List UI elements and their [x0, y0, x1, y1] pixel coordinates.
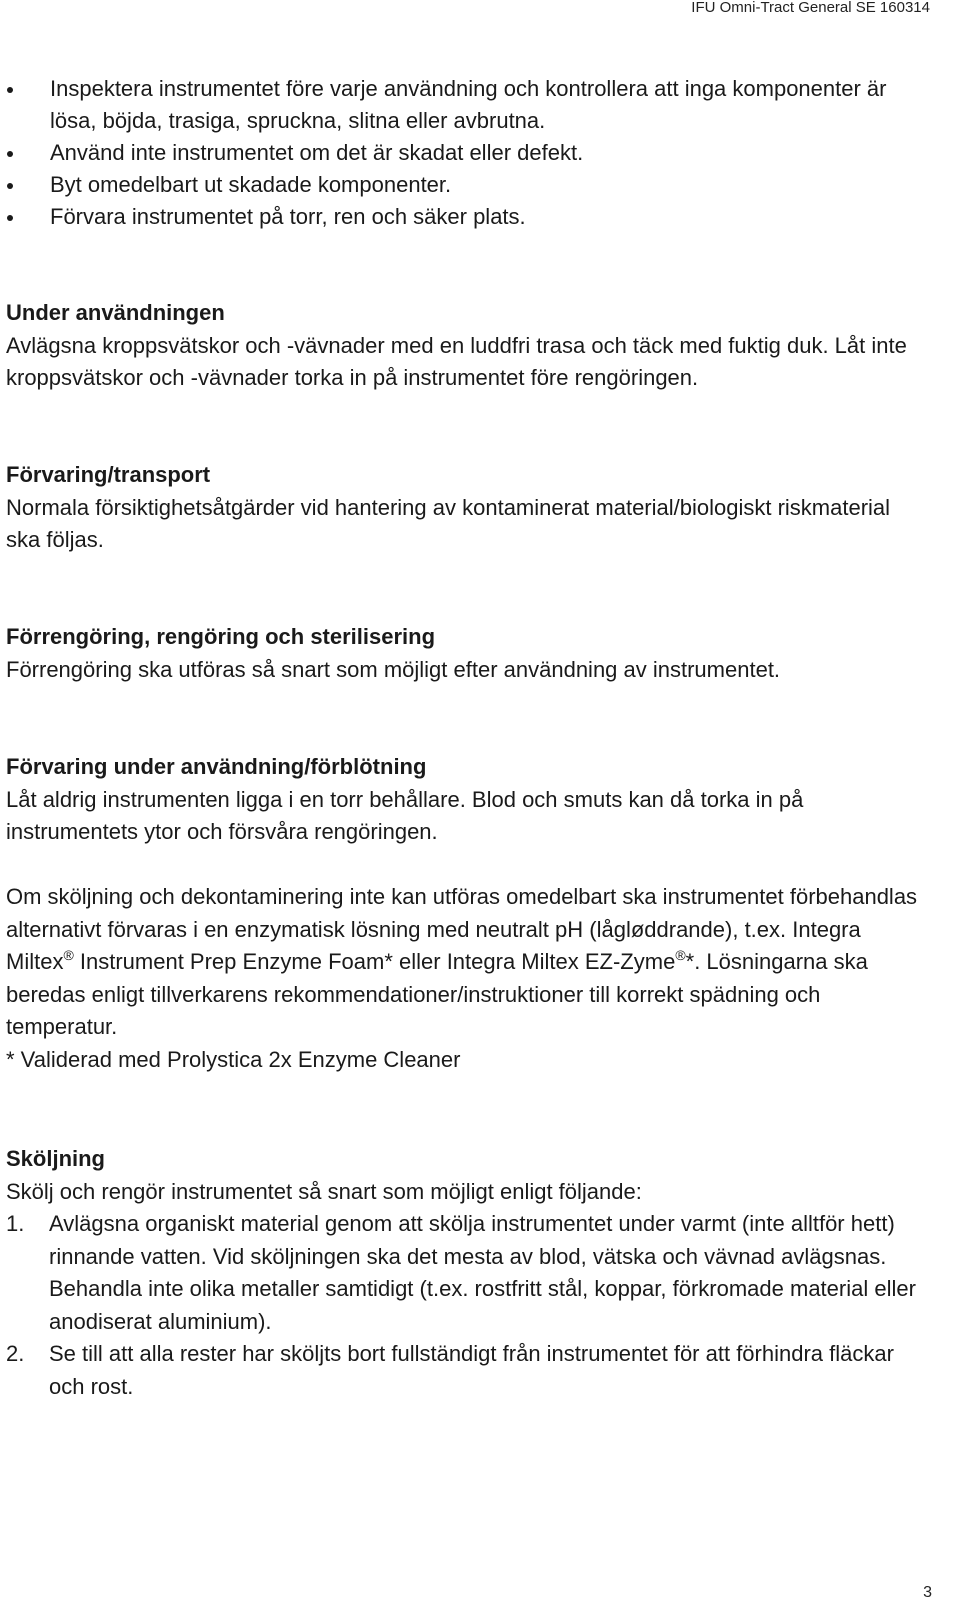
section-forrengoring — [6, 621, 926, 686]
section-under-anvandningen — [6, 297, 926, 395]
footnote-text: * Validerad med Prolystica 2x Enzyme Cleaner — [6, 1046, 461, 1072]
enzymatic-solution-paragraph — [6, 881, 926, 1044]
rinse-step — [6, 1208, 926, 1338]
section-heading: Förvaring/transport — [6, 462, 211, 487]
bullet-item: Förvara instrumentet på torr, ren och säker plats. — [0, 201, 930, 233]
registered-mark: ® — [675, 947, 686, 963]
step-text: Avlägsna organiskt material genom att skölja instrumentet under varmt (inte alltför hett) rinnande vatten. Vid sköljningen ska det mesta av blod, vätska och vävnad avlägsnas. Behandla inte olika metaller samtidigt (t.ex. rostfritt stål, koppar, förkromade material eller anodiserat aluminium). — [49, 1211, 916, 1334]
section-text: Normala försiktighetsåtgärder vid hantering av kontaminerat material/biologiskt riskmaterial ska följas. — [6, 494, 891, 552]
bullet-item: Byt omedelbart ut skadade komponenter. — [0, 169, 930, 201]
step-number: 2. — [6, 1341, 25, 1366]
step-text: Se till att alla rester har sköljts bort fullständigt från instrumentet för att förhindra fläckar och rost. — [49, 1341, 894, 1399]
rinse-step — [6, 1338, 926, 1403]
section-heading: Under användningen — [6, 300, 225, 325]
registered-mark: ® — [63, 947, 74, 963]
paragraph-text-part: Instrument Prep Enzyme Foam* eller Integra Miltex EZ-Zyme — [73, 949, 676, 974]
step-number: 1. — [6, 1211, 25, 1236]
section-text: Låt aldrig instrumenten ligga i en torr behållare. Blod och smuts kan då torka in på instrumentets ytor och försvåra rengöringen. — [6, 786, 804, 844]
section-heading: Sköljning — [6, 1146, 105, 1171]
section-heading: Förrengöring, rengöring och sterilisering — [6, 624, 436, 649]
section-intro: Skölj och rengör instrumentet så snart som möjligt enligt följande: — [6, 1178, 642, 1204]
rinse-step-list — [6, 1208, 926, 1403]
section-heading: Förvaring under användning/förblötning — [6, 754, 427, 779]
paragraph-text-part: *. Lösningarna ska beredas enligt tillverkarens rekommendationer/instruktioner till korrekt spädning och temperatur. — [6, 949, 868, 1039]
section-skoljning — [6, 1143, 926, 1403]
document-header-title: IFU Omni-Tract General SE 160314 — [691, 0, 930, 16]
section-text: Förrengöring ska utföras så snart som möjligt efter användning av instrumentet. — [6, 656, 781, 682]
section-enzymatic-solution — [6, 881, 926, 1076]
page-number: 3 — [923, 1584, 932, 1601]
paragraph-text-part: Om sköljning och dekontaminering inte kan utföras omedelbart ska instrumentet förbehandlas alternativt förvaras i en enzymatisk lösning med neutralt pH (lågløddrande), t.ex. Integra Miltex — [6, 884, 918, 974]
inspection-bullet-list — [0, 73, 930, 233]
section-text: Avlägsna kroppsvätskor och -vävnader med en luddfri trasa och täck med fuktig duk. Låt inte kroppsvätskor och -vävnader torka in på instrumentet före rengöringen. — [6, 332, 907, 390]
bullet-item: Använd inte instrumentet om det är skadat eller defekt. — [0, 137, 930, 169]
bullet-item: Inspektera instrumentet före varje användning och kontrollera att inga komponenter är lösa, böjda, trasiga, spruckna, slitna eller avbrutna. — [0, 73, 930, 137]
section-forvaring-under-anvandning — [6, 751, 926, 849]
section-forvaring-transport — [6, 459, 926, 557]
